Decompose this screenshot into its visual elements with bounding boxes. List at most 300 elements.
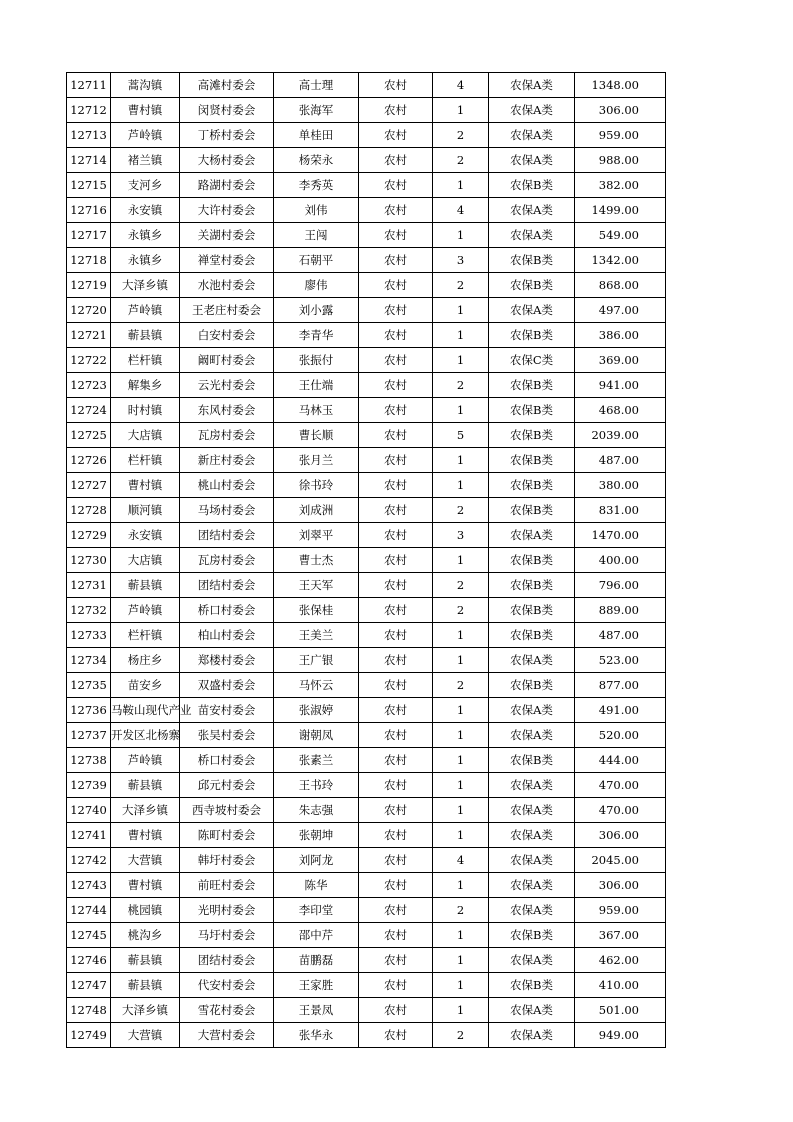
table-row (67, 123, 666, 148)
person-name-cell: 邵中芹 (274, 923, 359, 948)
household-count-cell: 2 (433, 573, 489, 598)
insurance-category-cell: 农保B类 (489, 673, 575, 698)
residence-type-cell: 农村 (359, 723, 433, 748)
table-row (67, 323, 666, 348)
row-id: 12730 (67, 548, 111, 573)
township-cell: 芦岭镇 (111, 748, 180, 773)
residence-type-cell: 农村 (359, 423, 433, 448)
village-committee-cell: 禅堂村委会 (180, 248, 274, 273)
person-name-cell: 单桂田 (274, 123, 359, 148)
amount-cell: 949.00 (575, 1023, 666, 1048)
village-committee-cell: 丁桥村委会 (180, 123, 274, 148)
household-count-cell: 1 (433, 923, 489, 948)
person-name-cell: 张素兰 (274, 748, 359, 773)
insurance-category-cell: 农保B类 (489, 473, 575, 498)
household-count-cell: 1 (433, 173, 489, 198)
village-committee-cell: 白安村委会 (180, 323, 274, 348)
residence-type-cell: 农村 (359, 548, 433, 573)
residence-type-cell: 农村 (359, 648, 433, 673)
insurance-category-cell: 农保A类 (489, 223, 575, 248)
residence-type-cell: 农村 (359, 998, 433, 1023)
amount-cell: 487.00 (575, 623, 666, 648)
household-count-cell: 4 (433, 198, 489, 223)
table-row (67, 98, 666, 123)
insurance-category-cell: 农保A类 (489, 798, 575, 823)
village-committee-cell: 团结村委会 (180, 523, 274, 548)
village-committee-cell: 路湖村委会 (180, 173, 274, 198)
township-cell: 大泽乡镇 (111, 273, 180, 298)
village-committee-cell: 张吴村委会 (180, 723, 274, 748)
household-count-cell: 1 (433, 973, 489, 998)
amount-cell: 831.00 (575, 498, 666, 523)
residence-type-cell: 农村 (359, 73, 433, 98)
township-cell: 栏杆镇 (111, 448, 180, 473)
insurance-category-cell: 农保A类 (489, 123, 575, 148)
row-id: 12731 (67, 573, 111, 598)
village-committee-cell: 团结村委会 (180, 573, 274, 598)
residence-type-cell: 农村 (359, 623, 433, 648)
village-committee-cell: 西寺坡村委会 (180, 798, 274, 823)
table-row (67, 548, 666, 573)
document-page (66, 72, 666, 1048)
row-id: 12714 (67, 148, 111, 173)
residence-type-cell: 农村 (359, 923, 433, 948)
amount-cell: 549.00 (575, 223, 666, 248)
person-name-cell: 张月兰 (274, 448, 359, 473)
insurance-category-cell: 农保B类 (489, 373, 575, 398)
residence-type-cell: 农村 (359, 123, 433, 148)
amount-cell: 959.00 (575, 898, 666, 923)
village-committee-cell: 郑楼村委会 (180, 648, 274, 673)
row-id: 12745 (67, 923, 111, 948)
table-row (67, 773, 666, 798)
table-row (67, 73, 666, 98)
row-id: 12740 (67, 798, 111, 823)
township-cell: 桃园镇 (111, 898, 180, 923)
amount-cell: 796.00 (575, 573, 666, 598)
row-id: 12729 (67, 523, 111, 548)
person-name-cell: 马怀云 (274, 673, 359, 698)
residence-type-cell: 农村 (359, 798, 433, 823)
township-cell: 大泽乡镇 (111, 798, 180, 823)
township-cell: 苗安乡 (111, 673, 180, 698)
table-row (67, 898, 666, 923)
village-committee-cell: 关湖村委会 (180, 223, 274, 248)
village-committee-cell: 桥口村委会 (180, 748, 274, 773)
township-cell: 桃沟乡 (111, 923, 180, 948)
row-id: 12733 (67, 623, 111, 648)
person-name-cell: 李青华 (274, 323, 359, 348)
household-count-cell: 3 (433, 523, 489, 548)
amount-cell: 367.00 (575, 923, 666, 948)
village-committee-cell: 韩圩村委会 (180, 848, 274, 873)
person-name-cell: 杨荣永 (274, 148, 359, 173)
township-cell: 开发区北杨寨 (111, 723, 180, 748)
person-name-cell: 刘伟 (274, 198, 359, 223)
residence-type-cell: 农村 (359, 748, 433, 773)
amount-cell: 382.00 (575, 173, 666, 198)
row-id: 12712 (67, 98, 111, 123)
table-row (67, 148, 666, 173)
person-name-cell: 李印堂 (274, 898, 359, 923)
person-name-cell: 王家胜 (274, 973, 359, 998)
person-name-cell: 王书玲 (274, 773, 359, 798)
row-id: 12716 (67, 198, 111, 223)
village-committee-cell: 东风村委会 (180, 398, 274, 423)
person-name-cell: 王美兰 (274, 623, 359, 648)
village-committee-cell: 新庄村委会 (180, 448, 274, 473)
household-count-cell: 2 (433, 273, 489, 298)
township-cell: 大营镇 (111, 848, 180, 873)
table-row (67, 423, 666, 448)
residence-type-cell: 农村 (359, 773, 433, 798)
township-cell: 栏杆镇 (111, 348, 180, 373)
person-name-cell: 李秀英 (274, 173, 359, 198)
row-id: 12746 (67, 948, 111, 973)
household-count-cell: 1 (433, 648, 489, 673)
amount-cell: 2045.00 (575, 848, 666, 873)
township-cell: 曹村镇 (111, 473, 180, 498)
household-count-cell: 2 (433, 373, 489, 398)
household-count-cell: 2 (433, 123, 489, 148)
residence-type-cell: 农村 (359, 598, 433, 623)
amount-cell: 2039.00 (575, 423, 666, 448)
amount-cell: 470.00 (575, 798, 666, 823)
village-committee-cell: 瓦房村委会 (180, 548, 274, 573)
amount-cell: 959.00 (575, 123, 666, 148)
township-cell: 解集乡 (111, 373, 180, 398)
table-row (67, 948, 666, 973)
household-count-cell: 2 (433, 598, 489, 623)
person-name-cell: 张振付 (274, 348, 359, 373)
township-cell: 时村镇 (111, 398, 180, 423)
insurance-category-cell: 农保A类 (489, 648, 575, 673)
residence-type-cell: 农村 (359, 198, 433, 223)
table-row (67, 598, 666, 623)
village-committee-cell: 苗安村委会 (180, 698, 274, 723)
insurance-category-cell: 农保B类 (489, 973, 575, 998)
table-row (67, 973, 666, 998)
table-row (67, 848, 666, 873)
township-cell: 永镇乡 (111, 223, 180, 248)
household-count-cell: 2 (433, 148, 489, 173)
residence-type-cell: 农村 (359, 523, 433, 548)
amount-cell: 380.00 (575, 473, 666, 498)
village-committee-cell: 闵贤村委会 (180, 98, 274, 123)
village-committee-cell: 双盛村委会 (180, 673, 274, 698)
insurance-category-cell: 农保A类 (489, 948, 575, 973)
row-id: 12719 (67, 273, 111, 298)
row-id: 12741 (67, 823, 111, 848)
township-cell: 马鞍山现代产业 (111, 698, 180, 723)
table-row (67, 998, 666, 1023)
table-row (67, 823, 666, 848)
household-count-cell: 3 (433, 248, 489, 273)
person-name-cell: 王仕端 (274, 373, 359, 398)
person-name-cell: 刘成洲 (274, 498, 359, 523)
village-committee-cell: 水池村委会 (180, 273, 274, 298)
row-id: 12717 (67, 223, 111, 248)
person-name-cell: 王景凤 (274, 998, 359, 1023)
insurance-category-cell: 农保A类 (489, 98, 575, 123)
row-id: 12718 (67, 248, 111, 273)
village-committee-cell: 大杨村委会 (180, 148, 274, 173)
household-count-cell: 1 (433, 223, 489, 248)
township-cell: 蕲县镇 (111, 973, 180, 998)
village-committee-cell: 阚町村委会 (180, 348, 274, 373)
row-id: 12747 (67, 973, 111, 998)
amount-cell: 988.00 (575, 148, 666, 173)
amount-cell: 868.00 (575, 273, 666, 298)
table-row (67, 698, 666, 723)
insurance-category-cell: 农保B类 (489, 598, 575, 623)
person-name-cell: 廖伟 (274, 273, 359, 298)
insurance-category-cell: 农保B类 (489, 548, 575, 573)
insurance-category-cell: 农保B类 (489, 748, 575, 773)
row-id: 12739 (67, 773, 111, 798)
amount-cell: 410.00 (575, 973, 666, 998)
insurance-category-cell: 农保B类 (489, 273, 575, 298)
row-id: 12715 (67, 173, 111, 198)
village-committee-cell: 代安村委会 (180, 973, 274, 998)
village-committee-cell: 桥口村委会 (180, 598, 274, 623)
table-row (67, 498, 666, 523)
household-count-cell: 5 (433, 423, 489, 448)
amount-cell: 877.00 (575, 673, 666, 698)
row-id: 12720 (67, 298, 111, 323)
insurance-category-cell: 农保B类 (489, 448, 575, 473)
residence-type-cell: 农村 (359, 273, 433, 298)
insurance-category-cell: 农保A类 (489, 698, 575, 723)
person-name-cell: 徐书玲 (274, 473, 359, 498)
insurance-category-cell: 农保A类 (489, 898, 575, 923)
person-name-cell: 谢朝凤 (274, 723, 359, 748)
row-id: 12724 (67, 398, 111, 423)
person-name-cell: 王天军 (274, 573, 359, 598)
household-count-cell: 1 (433, 798, 489, 823)
village-committee-cell: 高滩村委会 (180, 73, 274, 98)
person-name-cell: 马林玉 (274, 398, 359, 423)
table-row (67, 748, 666, 773)
township-cell: 蕲县镇 (111, 573, 180, 598)
row-id: 12749 (67, 1023, 111, 1048)
township-cell: 大店镇 (111, 423, 180, 448)
amount-cell: 306.00 (575, 873, 666, 898)
table-row (67, 648, 666, 673)
table-row (67, 523, 666, 548)
insurance-category-cell: 农保A类 (489, 298, 575, 323)
table-row (67, 798, 666, 823)
amount-cell: 491.00 (575, 698, 666, 723)
residence-type-cell: 农村 (359, 573, 433, 598)
household-count-cell: 1 (433, 323, 489, 348)
township-cell: 芦岭镇 (111, 123, 180, 148)
person-name-cell: 高士理 (274, 73, 359, 98)
household-count-cell: 1 (433, 348, 489, 373)
township-cell: 顺河镇 (111, 498, 180, 523)
row-id: 12722 (67, 348, 111, 373)
table-row (67, 623, 666, 648)
residence-type-cell: 农村 (359, 473, 433, 498)
village-committee-cell: 王老庄村委会 (180, 298, 274, 323)
person-name-cell: 刘阿龙 (274, 848, 359, 873)
person-name-cell: 张淑婷 (274, 698, 359, 723)
table-row (67, 398, 666, 423)
village-committee-cell: 大营村委会 (180, 1023, 274, 1048)
residence-type-cell: 农村 (359, 973, 433, 998)
amount-cell: 306.00 (575, 98, 666, 123)
amount-cell: 1470.00 (575, 523, 666, 548)
village-committee-cell: 光明村委会 (180, 898, 274, 923)
person-name-cell: 张海军 (274, 98, 359, 123)
amount-cell: 1342.00 (575, 248, 666, 273)
row-id: 12732 (67, 598, 111, 623)
relief-roster-table (66, 72, 666, 1048)
row-id: 12736 (67, 698, 111, 723)
person-name-cell: 王闯 (274, 223, 359, 248)
township-cell: 蕲县镇 (111, 773, 180, 798)
insurance-category-cell: 农保A类 (489, 148, 575, 173)
township-cell: 蒿沟镇 (111, 73, 180, 98)
amount-cell: 889.00 (575, 598, 666, 623)
table-row (67, 348, 666, 373)
household-count-cell: 1 (433, 998, 489, 1023)
row-id: 12748 (67, 998, 111, 1023)
household-count-cell: 1 (433, 698, 489, 723)
residence-type-cell: 农村 (359, 948, 433, 973)
residence-type-cell: 农村 (359, 673, 433, 698)
township-cell: 芦岭镇 (111, 298, 180, 323)
township-cell: 大店镇 (111, 548, 180, 573)
amount-cell: 487.00 (575, 448, 666, 473)
residence-type-cell: 农村 (359, 248, 433, 273)
insurance-category-cell: 农保B类 (489, 623, 575, 648)
person-name-cell: 朱志强 (274, 798, 359, 823)
residence-type-cell: 农村 (359, 823, 433, 848)
insurance-category-cell: 农保A类 (489, 723, 575, 748)
township-cell: 栏杆镇 (111, 623, 180, 648)
row-id: 12744 (67, 898, 111, 923)
person-name-cell: 张华永 (274, 1023, 359, 1048)
table-row (67, 223, 666, 248)
township-cell: 芦岭镇 (111, 598, 180, 623)
residence-type-cell: 农村 (359, 898, 433, 923)
table-row (67, 273, 666, 298)
person-name-cell: 张朝坤 (274, 823, 359, 848)
residence-type-cell: 农村 (359, 498, 433, 523)
residence-type-cell: 农村 (359, 298, 433, 323)
table-body (67, 73, 666, 1048)
household-count-cell: 4 (433, 73, 489, 98)
village-committee-cell: 雪花村委会 (180, 998, 274, 1023)
township-cell: 蕲县镇 (111, 948, 180, 973)
village-committee-cell: 桃山村委会 (180, 473, 274, 498)
household-count-cell: 1 (433, 623, 489, 648)
village-committee-cell: 团结村委会 (180, 948, 274, 973)
insurance-category-cell: 农保A类 (489, 873, 575, 898)
township-cell: 蕲县镇 (111, 323, 180, 348)
household-count-cell: 1 (433, 873, 489, 898)
residence-type-cell: 农村 (359, 448, 433, 473)
insurance-category-cell: 农保A类 (489, 998, 575, 1023)
township-cell: 永镇乡 (111, 248, 180, 273)
amount-cell: 468.00 (575, 398, 666, 423)
insurance-category-cell: 农保B类 (489, 573, 575, 598)
row-id: 12721 (67, 323, 111, 348)
row-id: 12726 (67, 448, 111, 473)
insurance-category-cell: 农保B类 (489, 423, 575, 448)
household-count-cell: 4 (433, 848, 489, 873)
row-id: 12743 (67, 873, 111, 898)
residence-type-cell: 农村 (359, 1023, 433, 1048)
household-count-cell: 1 (433, 98, 489, 123)
township-cell: 曹村镇 (111, 823, 180, 848)
table-row (67, 198, 666, 223)
person-name-cell: 陈华 (274, 873, 359, 898)
residence-type-cell: 农村 (359, 223, 433, 248)
township-cell: 大营镇 (111, 1023, 180, 1048)
person-name-cell: 苗鹏磊 (274, 948, 359, 973)
table-row (67, 573, 666, 598)
table-row (67, 673, 666, 698)
township-cell: 杨庄乡 (111, 648, 180, 673)
household-count-cell: 1 (433, 398, 489, 423)
row-id: 12713 (67, 123, 111, 148)
amount-cell: 523.00 (575, 648, 666, 673)
household-count-cell: 1 (433, 448, 489, 473)
residence-type-cell: 农村 (359, 373, 433, 398)
row-id: 12735 (67, 673, 111, 698)
insurance-category-cell: 农保B类 (489, 173, 575, 198)
township-cell: 曹村镇 (111, 98, 180, 123)
table-row (67, 473, 666, 498)
insurance-category-cell: 农保A类 (489, 198, 575, 223)
household-count-cell: 1 (433, 748, 489, 773)
residence-type-cell: 农村 (359, 98, 433, 123)
amount-cell: 444.00 (575, 748, 666, 773)
residence-type-cell: 农村 (359, 698, 433, 723)
amount-cell: 1348.00 (575, 73, 666, 98)
household-count-cell: 2 (433, 1023, 489, 1048)
township-cell: 褚兰镇 (111, 148, 180, 173)
household-count-cell: 2 (433, 673, 489, 698)
insurance-category-cell: 农保A类 (489, 73, 575, 98)
table-row (67, 1023, 666, 1048)
table-row (67, 173, 666, 198)
village-committee-cell: 瓦房村委会 (180, 423, 274, 448)
township-cell: 曹村镇 (111, 873, 180, 898)
amount-cell: 386.00 (575, 323, 666, 348)
person-name-cell: 曹长顺 (274, 423, 359, 448)
insurance-category-cell: 农保B类 (489, 398, 575, 423)
person-name-cell: 张保桂 (274, 598, 359, 623)
table-row (67, 448, 666, 473)
row-id: 12727 (67, 473, 111, 498)
insurance-category-cell: 农保B类 (489, 323, 575, 348)
table-row (67, 923, 666, 948)
insurance-category-cell: 农保B类 (489, 923, 575, 948)
row-id: 12728 (67, 498, 111, 523)
table-row (67, 873, 666, 898)
residence-type-cell: 农村 (359, 348, 433, 373)
amount-cell: 1499.00 (575, 198, 666, 223)
insurance-category-cell: 农保C类 (489, 348, 575, 373)
table-row (67, 248, 666, 273)
village-committee-cell: 柏山村委会 (180, 623, 274, 648)
person-name-cell: 石朝平 (274, 248, 359, 273)
village-committee-cell: 云光村委会 (180, 373, 274, 398)
insurance-category-cell: 农保A类 (489, 823, 575, 848)
